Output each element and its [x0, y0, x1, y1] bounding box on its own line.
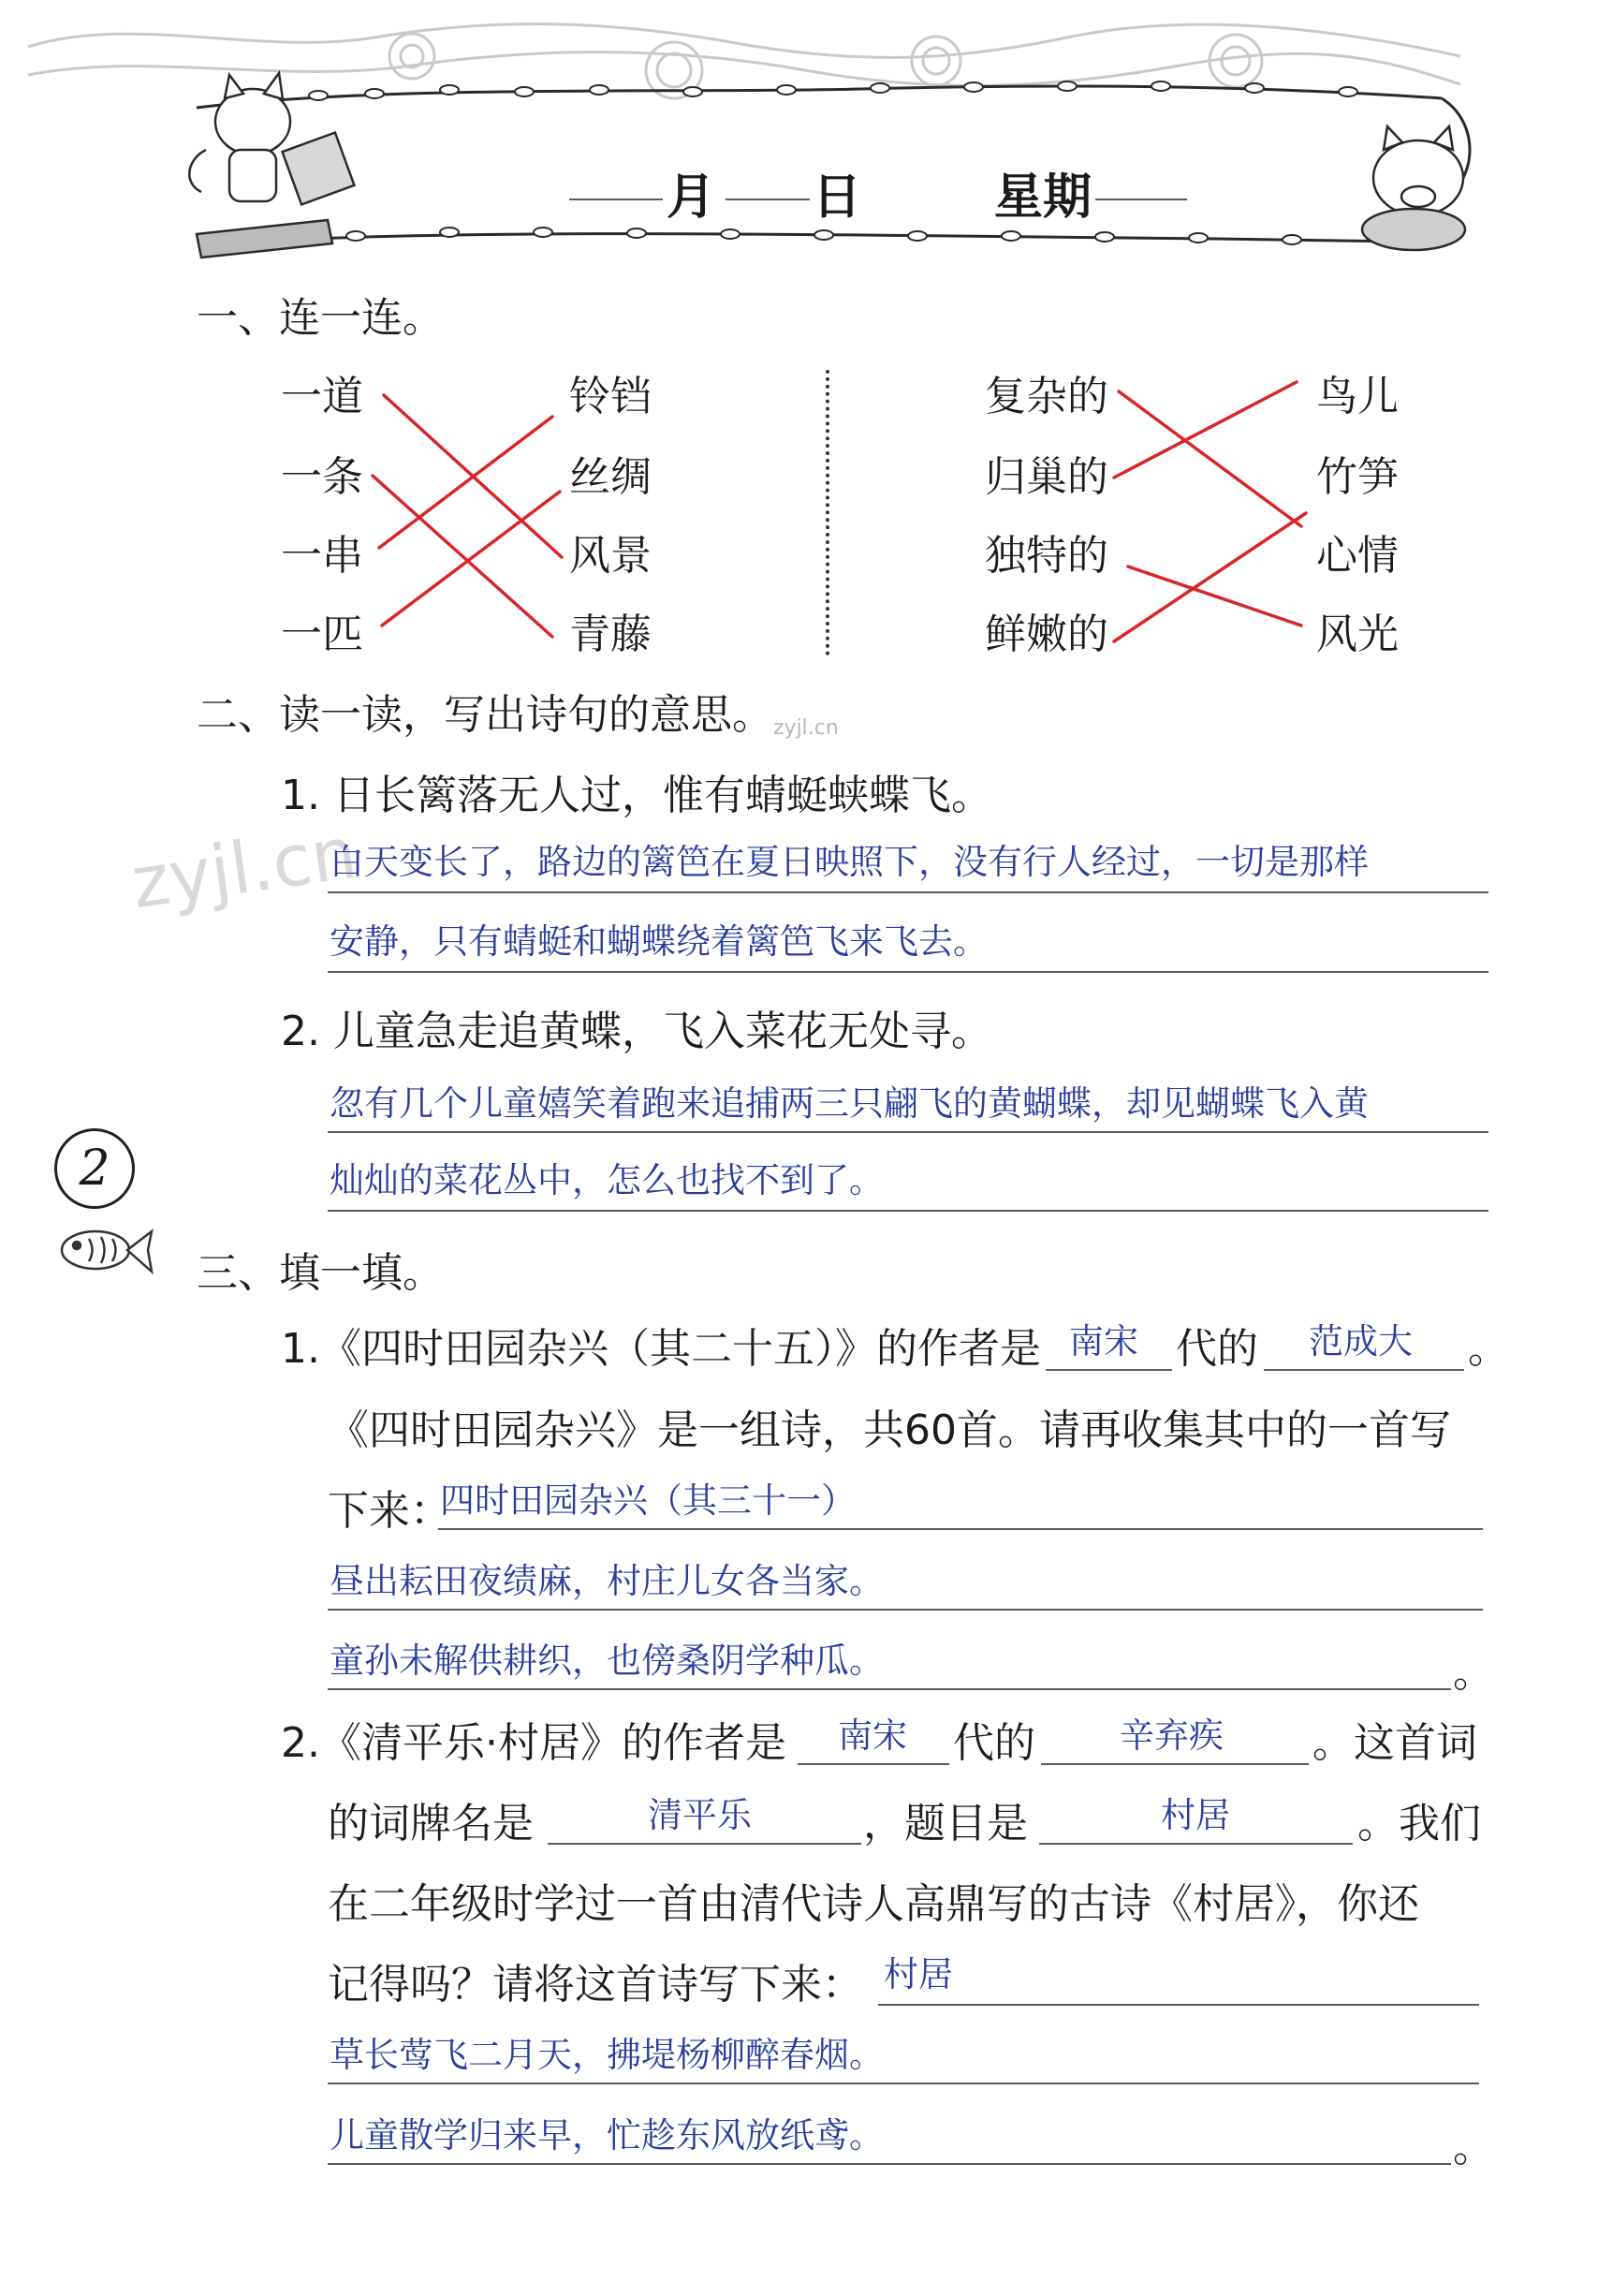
s3-q2-part3: 。这首词 [1312, 1719, 1477, 1767]
matching-lines [0, 0, 1598, 712]
match-right-b-3: 心情 [1316, 532, 1399, 580]
weekday-label: 星期 [994, 169, 1092, 226]
match-right-b-4: 风光 [1316, 611, 1399, 658]
section3-title: 三、填一填。 [197, 1249, 444, 1297]
s3-q1-rule-title [438, 1528, 1483, 1530]
s3-q2-line2-part2: ，题目是 [863, 1800, 1028, 1847]
s3-q1-rule-line1 [328, 1609, 1483, 1611]
section1-title: 一、连一连。 [197, 294, 444, 342]
match-right-b-2: 竹笋 [1316, 453, 1399, 501]
match-left-b-1: 铃铛 [569, 373, 652, 420]
match-right-b-1: 鸟儿 [1316, 373, 1399, 420]
s3-q2-poem-end: 。 [1453, 2124, 1494, 2171]
s3-q2-rule-title [878, 2004, 1479, 2006]
s2-answer-1-rule1 [328, 891, 1488, 893]
s3-q2-answer-author[interactable]: 辛弃疾 [1120, 1715, 1224, 1756]
s3-q1-blank-dynasty [1046, 1369, 1172, 1371]
match-right-a-4: 鲜嫩的 [985, 611, 1108, 658]
s3-q2-blank-cipai [548, 1843, 861, 1845]
s3-q2-line2-part3: 。我们 [1357, 1800, 1481, 1847]
s3-q2-poem-line1[interactable]: 草长莺飞二月天，拂堤杨柳醉春烟。 [330, 2035, 884, 2075]
section2-title: 二、读一读，写出诗句的意思。 [197, 691, 773, 739]
match-line-right-2 [1114, 382, 1297, 478]
watermark-small: zyjl.cn [773, 716, 839, 740]
watermark-large: zyjl.cn [125, 810, 362, 925]
s3-q1-poem-end: 。 [1453, 1649, 1494, 1697]
page-number: 2 [79, 1141, 110, 1197]
s3-q1-end: 。 [1468, 1325, 1509, 1373]
s3-q2-blank-title [1039, 1843, 1353, 1845]
s3-q2-poem-title[interactable]: 村居 [884, 1954, 953, 1994]
s3-q2-part1: 2.《清平乐·村居》的作者是 [281, 1719, 786, 1767]
s3-q1-line3-label: 下来： [328, 1487, 451, 1535]
s3-q2-rule-line1 [328, 2083, 1479, 2084]
s3-q2-rule-line2 [328, 2163, 1451, 2165]
s2-question-2: 2. 儿童急走追黄蝶，飞入菜花无处寻。 [281, 1008, 992, 1055]
match-right-a-3: 独特的 [985, 532, 1108, 580]
s3-q1-line2: 《四时田园杂兴》是一组诗，共60首。请再收集其中的一首写 [328, 1406, 1451, 1454]
match-left-a-2: 一条 [281, 453, 363, 501]
s3-q2-line2-part1: 的词牌名是 [328, 1800, 534, 1847]
match-left-a-4: 一匹 [281, 611, 363, 658]
s2-answer-2-line2[interactable]: 灿灿的菜花丛中，怎么也找不到了。 [330, 1160, 884, 1200]
s3-q2-answer-title[interactable]: 村居 [1161, 1795, 1230, 1835]
day-label: 日 [813, 169, 862, 226]
s3-q1-poem-line2[interactable]: 童孙未解供耕织，也傍桑阴学种瓜。 [330, 1641, 884, 1681]
match-left-a-3: 一串 [281, 532, 363, 580]
month-label: 月 [667, 169, 716, 226]
page-number-badge [54, 1128, 135, 1209]
s3-q2-line4-label: 记得吗？请将这首诗写下来： [328, 1961, 863, 2009]
match-left-a-1: 一道 [281, 373, 363, 420]
s3-q2-answer-cipai[interactable]: 清平乐 [648, 1795, 752, 1835]
match-line-right-1 [1119, 391, 1301, 526]
s3-q1-part2: 代的 [1176, 1325, 1258, 1373]
s3-q1-blank-author [1264, 1369, 1464, 1371]
s2-answer-2-rule2 [328, 1210, 1488, 1212]
s3-q2-poem-line2[interactable]: 儿童散学归来早，忙趁东风放纸鸢。 [330, 2115, 884, 2156]
s2-answer-1-rule2 [328, 971, 1488, 973]
s3-q1-answer-author[interactable]: 范成大 [1309, 1321, 1413, 1361]
s3-q1-answer-dynasty[interactable]: 南宋 [1069, 1321, 1138, 1361]
s2-question-1: 1. 日长篱落无人过，惟有蜻蜓蛱蝶飞。 [281, 772, 992, 819]
match-left-b-3: 风景 [569, 532, 652, 580]
match-line-right-4 [1114, 513, 1306, 641]
match-left-b-4: 青藤 [569, 611, 652, 658]
match-line-left-4 [382, 492, 560, 626]
s2-answer-1-line2[interactable]: 安静，只有蜻蜓和蝴蝶绕着篱笆飞来飞去。 [330, 921, 988, 962]
s2-answer-2-line1[interactable]: 忽有几个儿童嬉笑着跑来追捕两三只翩飞的黄蝴蝶，却见蝴蝶飞入黄 [330, 1083, 1369, 1124]
s3-q1-poem-line1[interactable]: 昼出耘田夜绩麻，村庄儿女各当家。 [330, 1561, 884, 1601]
s2-answer-2-rule1 [328, 1131, 1488, 1133]
s3-q2-blank-author [1041, 1763, 1309, 1765]
s3-q1-part1: 1.《四时田园杂兴（其二十五）》的作者是 [281, 1325, 1041, 1373]
fish-icon [47, 1208, 159, 1292]
s3-q2-answer-dynasty[interactable]: 南宋 [838, 1715, 907, 1756]
s3-q2-part2: 代的 [953, 1719, 1035, 1767]
match-right-a-1: 复杂的 [985, 373, 1108, 420]
s3-q1-rule-line2 [328, 1688, 1451, 1690]
s3-q2-blank-dynasty [798, 1763, 949, 1765]
match-right-a-2: 归巢的 [985, 453, 1108, 501]
s2-answer-1-line1[interactable]: 白天变长了，路边的篱笆在夏日映照下，没有行人经过，一切是那样 [330, 842, 1369, 882]
s3-q1-poem-title[interactable]: 四时田园杂兴（其三十一） [440, 1480, 856, 1521]
match-left-b-2: 丝绸 [569, 453, 652, 501]
s3-q2-line3: 在二年级时学过一首由清代诗人高鼎写的古诗《村居》，你还 [328, 1880, 1419, 1928]
match-line-left-3 [379, 417, 552, 548]
